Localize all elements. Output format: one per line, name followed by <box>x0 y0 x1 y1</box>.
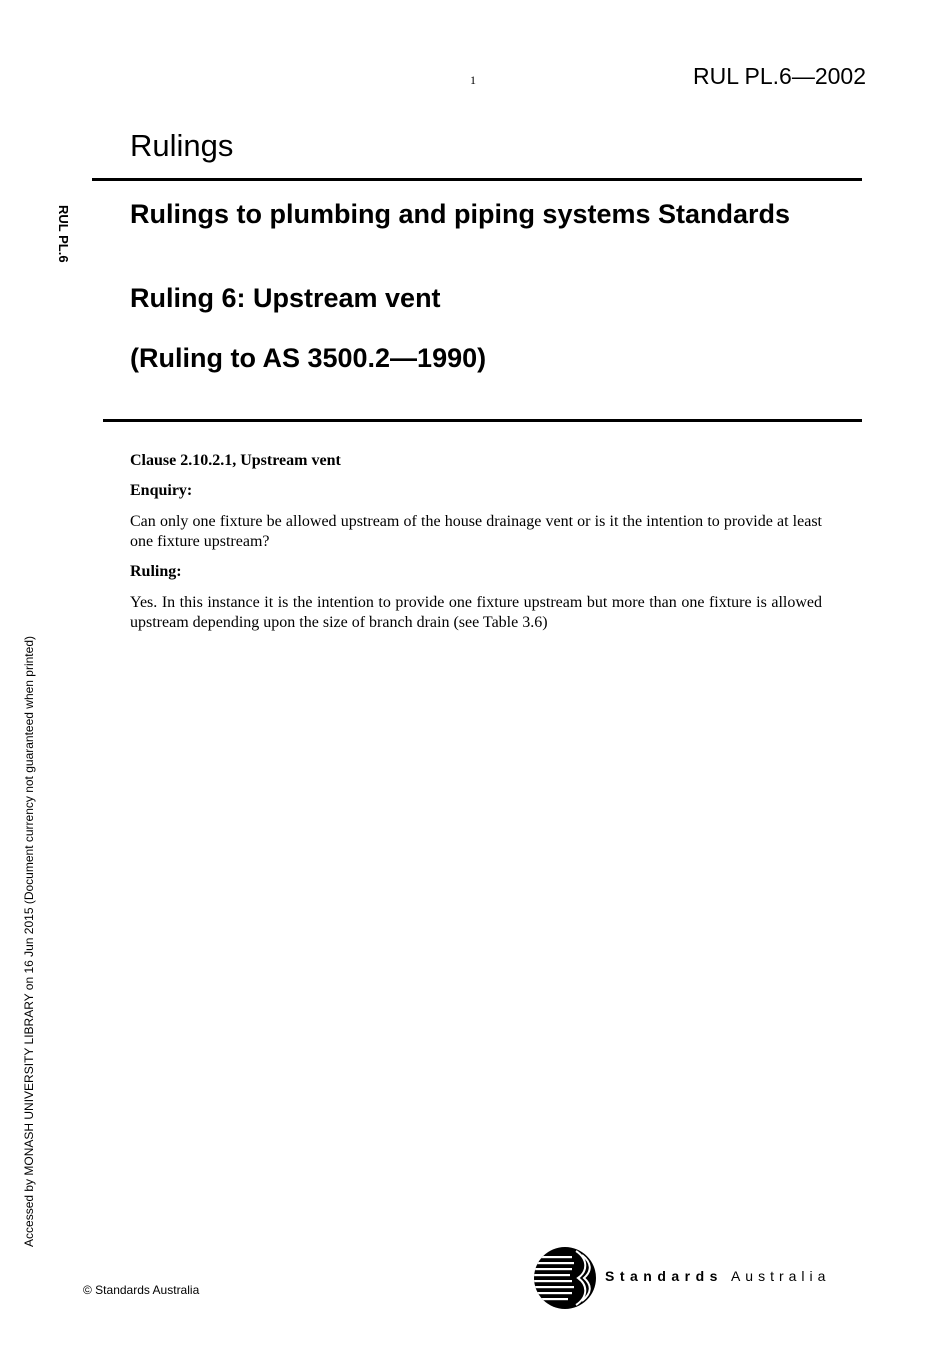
standards-australia-logo-icon <box>532 1245 598 1311</box>
brand-name-bold: Standards <box>605 1268 723 1284</box>
section-title: Rulings <box>130 128 234 163</box>
brand-name <box>605 1268 830 1284</box>
ruling-text: Yes. In this instance it is the intention to provide one fixture upstream but more than one fixture is allowed upstream depending upon the size of branch drain (see Table 3.6) <box>130 594 822 631</box>
document-code: RUL PL.6—2002 <box>692 63 866 89</box>
ruling-reference: (Ruling to AS 3500.2—1990) <box>130 343 487 373</box>
document-title: Rulings to plumbing and piping systems Standards <box>130 199 791 229</box>
clause-heading: Clause 2.10.2.1, Upstream vent <box>130 452 341 469</box>
enquiry-heading: Enquiry: <box>130 482 193 499</box>
page-number: 1 <box>470 73 476 87</box>
brand-name-regular: Australia <box>730 1268 831 1284</box>
ruling-heading: Ruling: <box>130 563 182 580</box>
access-note: Accessed by MONASH UNIVERSITY LIBRARY on 16 Jun 2015 (Document currency not guaranteed when printed) <box>22 636 36 1247</box>
copyright: © Standards Australia <box>83 1283 200 1297</box>
bottom-divider <box>103 419 862 422</box>
top-divider <box>92 178 862 181</box>
ruling-title: Ruling 6: Upstream vent <box>130 283 441 313</box>
enquiry-text: Can only one fixture be allowed upstream of the house drainage vent or is it the intention to provide at least one fixture upstream? <box>130 513 822 550</box>
spine-label: RUL PL.6 <box>56 205 71 263</box>
